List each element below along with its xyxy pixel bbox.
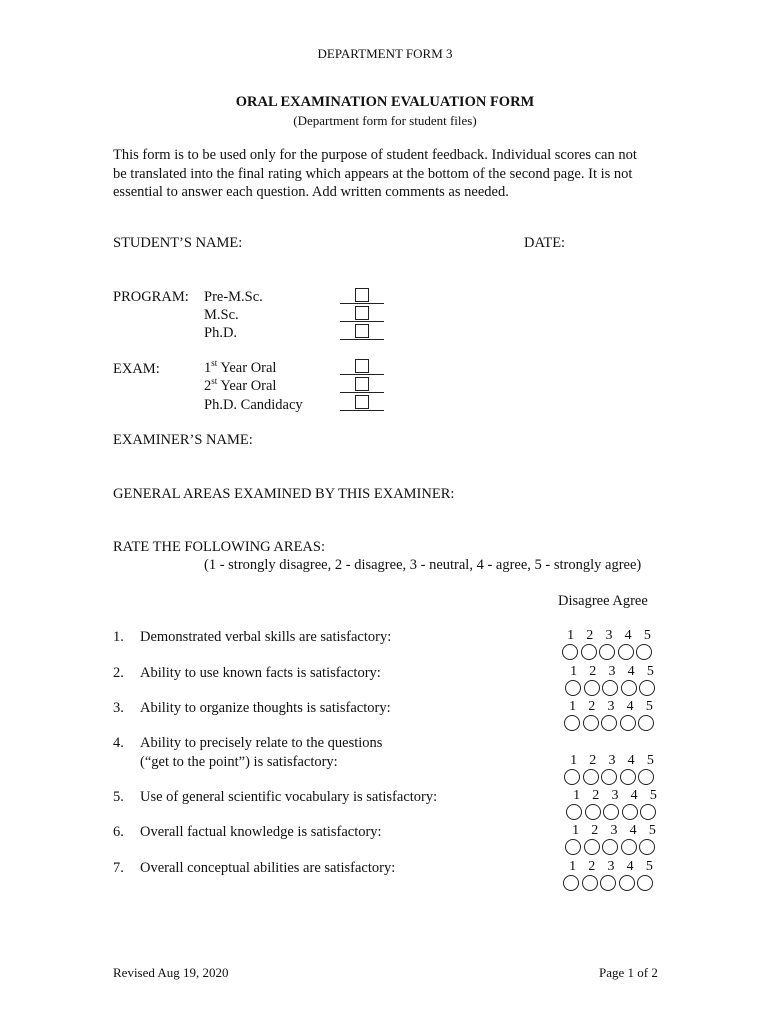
rating-circle-5[interactable] xyxy=(640,804,656,820)
question-number: 5. xyxy=(113,789,124,805)
program-option-msc: M.Sc. xyxy=(204,307,239,323)
exam-option-candidacy: Ph.D. Candidacy xyxy=(204,397,303,413)
program-checkbox-phd[interactable] xyxy=(355,324,369,338)
program-checkbox-pre-msc[interactable] xyxy=(355,288,369,302)
rating-circle-5[interactable] xyxy=(637,875,653,891)
rating-circle-3[interactable] xyxy=(601,769,617,785)
rating-circle-2[interactable] xyxy=(584,680,600,696)
rating-circle-4[interactable] xyxy=(620,715,636,731)
examiner-name-label: EXAMINER’S NAME: xyxy=(113,432,253,448)
exam-label: EXAM: xyxy=(113,361,160,377)
rating-circle-4[interactable] xyxy=(622,804,638,820)
general-areas-label: GENERAL AREAS EXAMINED BY THIS EXAMINER: xyxy=(113,486,455,502)
date-label: DATE: xyxy=(524,235,566,251)
rating-circle-2[interactable] xyxy=(585,804,601,820)
page-number: Page 1 of 2 xyxy=(599,965,658,980)
question-text-continued: (“get to the point”) is satisfactory: xyxy=(140,754,338,770)
revised-date: Revised Aug 19, 2020 xyxy=(113,965,229,980)
rating-circle-3[interactable] xyxy=(603,804,619,820)
program-option-pre-msc: Pre-M.Sc. xyxy=(204,289,263,305)
question-text: Ability to precisely relate to the questions xyxy=(140,735,383,751)
question-text: Overall factual knowledge is satisfactory: xyxy=(140,824,382,840)
question-number: 4. xyxy=(113,735,124,751)
rating-circle-5[interactable] xyxy=(639,839,655,855)
exam-checkbox-candidacy[interactable] xyxy=(355,395,369,409)
question-number: 1. xyxy=(113,629,124,645)
rating-legend: (1 - strongly disagree, 2 - disagree, 3 - neutral, 4 - agree, 5 - strongly agree) xyxy=(204,557,642,573)
rating-circle-4[interactable] xyxy=(618,644,634,660)
question-text: Use of general scientific vocabulary is satisfactory: xyxy=(140,789,438,805)
rating-circle-5[interactable] xyxy=(639,680,655,696)
rating-circle-2[interactable] xyxy=(584,839,600,855)
question-text: Ability to organize thoughts is satisfactory: xyxy=(140,700,391,716)
rating-circle-4[interactable] xyxy=(621,680,637,696)
rating-circle-2[interactable] xyxy=(583,769,599,785)
rating-circle-3[interactable] xyxy=(602,680,618,696)
rating-circle-5[interactable] xyxy=(638,769,654,785)
rating-scale-numbers: 1 2 3 4 5 xyxy=(570,753,654,768)
rating-scale-numbers: 1 2 3 4 5 xyxy=(570,664,654,679)
rating-circle-3[interactable] xyxy=(602,839,618,855)
form-title: ORAL EXAMINATION EVALUATION FORM xyxy=(235,94,535,110)
question-number: 3. xyxy=(113,700,124,716)
question-number: 7. xyxy=(113,860,124,876)
rating-heading: RATE THE FOLLOWING AREAS: xyxy=(113,539,325,555)
exam-option-first-year: 1st Year Oral xyxy=(204,358,277,376)
question-text: Overall conceptual abilities are satisfactory: xyxy=(140,860,396,876)
program-option-phd: Ph.D. xyxy=(204,325,238,341)
rating-scale-numbers: 1 2 3 4 5 xyxy=(569,859,653,874)
rating-circle-4[interactable] xyxy=(621,839,637,855)
exam-checkbox-second-year[interactable] xyxy=(355,377,369,391)
rating-scale-numbers: 1 2 3 4 5 xyxy=(572,823,656,838)
rating-circle-4[interactable] xyxy=(620,769,636,785)
rating-circle-2[interactable] xyxy=(583,715,599,731)
rating-circle-1[interactable] xyxy=(564,769,580,785)
rating-scale-numbers: 1 2 3 4 5 xyxy=(569,699,653,714)
rating-circle-5[interactable] xyxy=(636,644,652,660)
rating-scale-numbers: 1 2 3 4 5 xyxy=(573,788,657,803)
question-text: Demonstrated verbal skills are satisfactory: xyxy=(140,629,392,645)
scale-header: Disagree Agree xyxy=(558,593,648,609)
rating-circle-1[interactable] xyxy=(566,804,582,820)
rating-circle-3[interactable] xyxy=(600,875,616,891)
rating-circle-2[interactable] xyxy=(581,644,597,660)
rating-circle-1[interactable] xyxy=(565,839,581,855)
rating-circle-5[interactable] xyxy=(638,715,654,731)
intro-paragraph: This form is to be used only for the purpose of student feedback. Individual scores can not be translated into the final rating which appears at the bottom of the second page. It is not essential to answer each question. Add written comments as needed. xyxy=(113,147,637,200)
form-subtitle: (Department form for student files) xyxy=(293,113,477,128)
rating-circle-2[interactable] xyxy=(582,875,598,891)
rating-circle-1[interactable] xyxy=(565,680,581,696)
rating-circle-1[interactable] xyxy=(563,875,579,891)
program-checkbox-msc[interactable] xyxy=(355,306,369,320)
question-number: 2. xyxy=(113,665,124,681)
exam-checkbox-first-year[interactable] xyxy=(355,359,369,373)
rating-circle-1[interactable] xyxy=(564,715,580,731)
question-number: 6. xyxy=(113,824,124,840)
exam-option-second-year: 2st Year Oral xyxy=(204,376,277,394)
rating-circle-1[interactable] xyxy=(562,644,578,660)
rating-circle-3[interactable] xyxy=(599,644,615,660)
program-label: PROGRAM: xyxy=(113,289,189,305)
rating-circle-3[interactable] xyxy=(601,715,617,731)
form-id: DEPARTMENT FORM 3 xyxy=(317,46,453,61)
student-name-label: STUDENT’S NAME: xyxy=(113,235,243,251)
rating-scale-numbers: 1 2 3 4 5 xyxy=(567,628,651,643)
question-text: Ability to use known facts is satisfactory: xyxy=(140,665,381,681)
rating-circle-4[interactable] xyxy=(619,875,635,891)
